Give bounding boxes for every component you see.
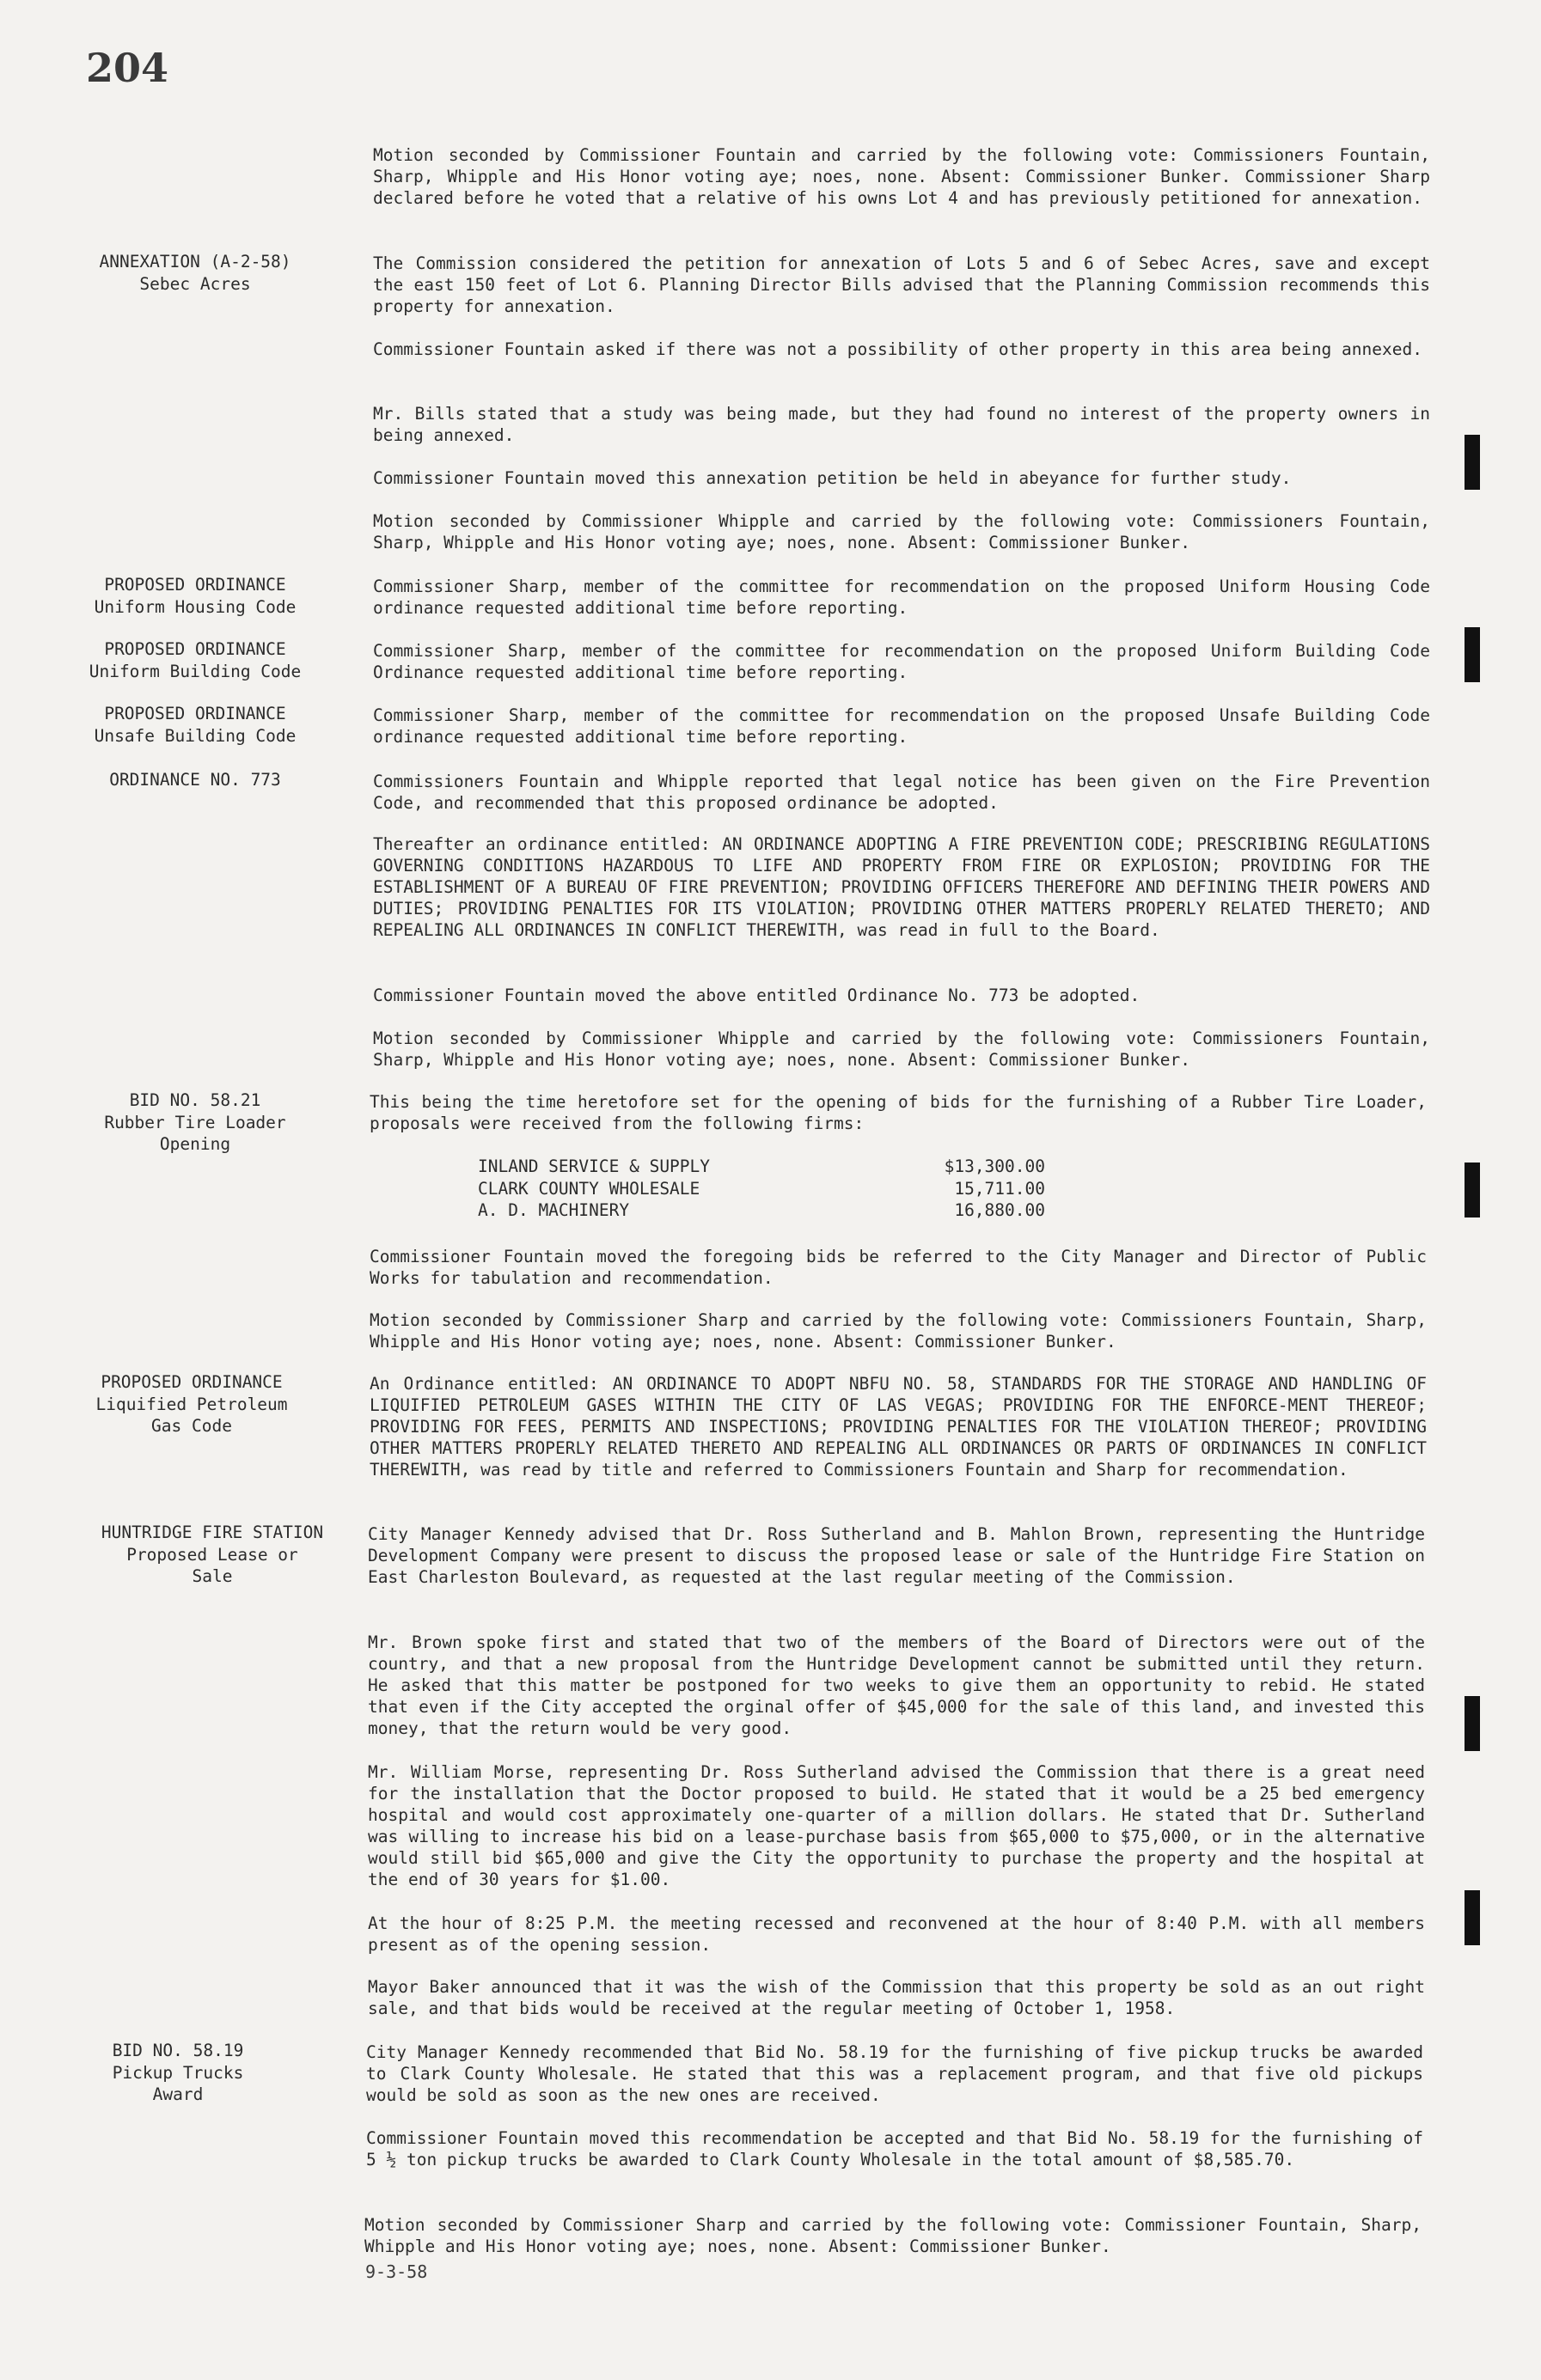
margin-label-lpg-code: PROPOSED ORDINANCE Liquified Petroleum Gas Code: [95, 1372, 288, 1436]
paragraph: At the hour of 8:25 P.M. the meeting recessed and reconvened at the hour of 8:40 P.M. with all members present as of the opening session.: [368, 1913, 1425, 1955]
edge-mark: [1465, 1890, 1480, 1945]
page-number: 204: [86, 45, 169, 91]
paragraph: Mr. Brown spoke first and stated that two of the members of the Board of Directors were out of the country, and that a new proposal from the Huntridge Development cannot be submitted until they return. He asked that this matter be postponed for two weeks to give them an opportunity to rebid. He stated that even if the City accepted the orginal offer of $45,000 for the sale of this land, and invested this money, that the return would be very good.: [368, 1632, 1425, 1738]
paragraph: Commissioner Sharp, member of the committee for recommendation on the proposed Unsafe Building Code ordinance requested additional time before reporting.: [373, 705, 1430, 747]
paragraph: The Commission considered the petition for annexation of Lots 5 and 6 of Sebec Acres, save and except the east 150 feet of Lot 6. Planning Director Bills advised that the Planning Commission recommends this property for annexation.: [373, 253, 1430, 316]
edge-mark: [1465, 1163, 1480, 1217]
margin-label-ordinance-773: ORDINANCE NO. 773: [109, 770, 281, 790]
paragraph: Commissioner Fountain moved the foregoing bids be referred to the City Manager and Director of Public Works for tabulation and recommendation.: [370, 1247, 1427, 1288]
paragraph: Mayor Baker announced that it was the wish of the Commission that this property be sold as an out right sale, and that bids would be received at the regular meeting of October 1, 1958.: [368, 1977, 1425, 2018]
margin-label-unsafe-building: PROPOSED ORDINANCE Unsafe Building Code: [94, 704, 297, 746]
paragraph: Motion seconded by Commissioner Fountain and carried by the following vote: Commissioners Fountain, Sharp, Whipple and His Honor voting aye; noes, none. Absent: Commissioner Bunker. Commissioner Sharp declared before he voted that a relative of his owns Lot 4 and has previously petitioned for annexation.: [373, 145, 1430, 208]
bid-amount: 16,880.00: [954, 1200, 1045, 1220]
bid-firm: A. D. MACHINERY: [478, 1200, 630, 1220]
bid-amount: 15,711.00: [954, 1178, 1045, 1199]
margin-label-uniform-building: PROPOSED ORDINANCE Uniform Building Code: [89, 639, 302, 681]
margin-label-annexation: ANNEXATION (A-2-58) Sebec Acres: [99, 252, 291, 294]
paragraph: City Manager Kennedy recommended that Bid No. 58.19 for the furnishing of five pickup trucks be awarded to Clark County Wholesale. He stated that this was a replacement program, and that five old pickups would be sold as soon as the new ones are received.: [366, 2042, 1423, 2105]
paragraph: Commissioner Fountain moved this recommendation be accepted and that Bid No. 58.19 for the furnishing of 5 ½ ton pickup trucks be awarded to Clark County Wholesale in the total amount of $8,585.70.: [366, 2128, 1423, 2169]
paragraph: Commissioner Sharp, member of the committee for recommendation on the proposed Uniform Housing Code ordinance requested additional time before reporting.: [373, 577, 1430, 618]
paragraph: This being the time heretofore set for the opening of bids for the furnishing of a Rubber Tire Loader, proposals were received from the following firms:: [370, 1092, 1427, 1133]
edge-mark: [1465, 1696, 1480, 1751]
paragraph: Commissioner Fountain moved this annexation petition be held in abeyance for further study.: [373, 468, 1292, 488]
paragraph: Motion seconded by Commissioner Whipple and carried by the following vote: Commissioners Fountain, Sharp, Whipple and His Honor voting aye; noes, none. Absent: Commissioner Bunker.: [373, 511, 1430, 552]
bid-row: [478, 1199, 1045, 1222]
footer-date: 9-3-58: [365, 2261, 428, 2282]
margin-label-bid-58-19: BID NO. 58.19 Pickup Trucks Award: [112, 2041, 244, 2104]
paragraph: An Ordinance entitled: AN ORDINANCE TO ADOPT NBFU NO. 58, STANDARDS FOR THE STORAGE AND HANDLING OF LIQUIFIED PETROLEUM GASES WITHIN THE CITY OF LAS VEGAS; PROVIDING FOR THE ENFORCE-MENT THEREOF; PROVIDING FOR FEES, PERMITS AND INSPECTIONS; PROVIDING PENALTIES FOR THE VIOLATION THEREOF; PROVIDING OTHER MATTERS PROPERLY RELATED THERETO AND REPEALING ALL ORDINANCES OR PARTS OF ORDINANCES IN CONFLICT THEREWITH, was read by title and referred to Commissioners Fountain and Sharp for recommendation.: [370, 1374, 1427, 1480]
paragraph: Motion seconded by Commissioner Whipple and carried by the following vote: Commissioners Fountain, Sharp, Whipple and His Honor voting aye; noes, none. Absent: Commissioner Bunker.: [373, 1028, 1430, 1070]
paragraph: Commissioner Fountain moved the above entitled Ordinance No. 773 be adopted.: [373, 986, 1140, 1005]
paragraph: Mr. William Morse, representing Dr. Ross Sutherland advised the Commission that there is a great need for the installation that the Doctor proposed to build. He stated that it would be a 25 bed emergency hospital and would cost approximately one-quarter of a million dollars. He stated that Dr. Sutherland was willing to increase his bid on a lease-purchase basis from $65,000 to $75,000, or in the alternative would still bid $65,000 and give the City the opportunity to purchase the property and the hospital at the end of 30 years for $1.00.: [368, 1762, 1425, 1889]
margin-label-huntridge: HUNTRIDGE FIRE STATION Proposed Lease or Sale: [101, 1523, 324, 1586]
paragraph: City Manager Kennedy advised that Dr. Ross Sutherland and B. Mahlon Brown, representing the Huntridge Development Company were present to discuss the proposed lease or sale of the Huntridge Fire Station on East Charleston Boulevard, as requested at the last regular meeting of the Commission.: [368, 1524, 1425, 1587]
edge-mark: [1465, 435, 1480, 490]
paragraph: Commissioner Fountain asked if there was not a possibility of other property in this area being annexed.: [373, 339, 1422, 359]
paragraph: Motion seconded by Commissioner Sharp and carried by the following vote: Commissioner Fountain, Sharp, Whipple and His Honor voting aye; noes, none. Absent: Commissioner Bunker.: [364, 2215, 1422, 2256]
margin-label-uniform-housing: PROPOSED ORDINANCE Uniform Housing Code: [94, 575, 297, 617]
edge-mark: [1465, 627, 1480, 682]
paragraph: Thereafter an ordinance entitled: AN ORDINANCE ADOPTING A FIRE PREVENTION CODE; PRESCRIBING REGULATIONS GOVERNING CONDITIONS HAZARDOUS TO LIFE AND PROPERTY FROM FIRE OR EXPLOSION; PROVIDING FOR THE ESTABLISHMENT OF A BUREAU OF FIRE PREVENTION; PROVIDING OFFICERS THEREFORE AND DEFINING THEIR POWERS AND DUTIES; PROVIDING PENALTIES FOR ITS VIOLATION; PROVIDING OTHER MATTERS PROPERLY RELATED THERETO; AND REPEALING ALL ORDINANCES IN CONFLICT THEREWITH, was read in full to the Board.: [373, 834, 1430, 940]
bid-firm: CLARK COUNTY WHOLESALE: [478, 1178, 700, 1199]
paragraph: Mr. Bills stated that a study was being made, but they had found no interest of the property owners in being annexed.: [373, 404, 1430, 445]
bid-row: [478, 1178, 1045, 1200]
bid-firm: INLAND SERVICE & SUPPLY: [478, 1156, 711, 1176]
paragraph: Commissioners Fountain and Whipple reported that legal notice has been given on the Fire Prevention Code, and recommended that this proposed ordinance be adopted.: [373, 772, 1430, 813]
paragraph: Commissioner Sharp, member of the committee for recommendation on the proposed Uniform Building Code Ordinance requested additional time before reporting.: [373, 641, 1430, 682]
bid-row: [478, 1156, 1045, 1178]
paragraph: Motion seconded by Commissioner Sharp and carried by the following vote: Commissioners Fountain, Sharp, Whipple and His Honor voting aye; noes, none. Absent: Commissioner Bunker.: [370, 1310, 1427, 1352]
bid-table: [478, 1156, 1045, 1222]
margin-label-bid-58-21: BID NO. 58.21 Rubber Tire Loader Opening: [104, 1090, 286, 1154]
bid-amount: $13,300.00: [944, 1156, 1045, 1176]
